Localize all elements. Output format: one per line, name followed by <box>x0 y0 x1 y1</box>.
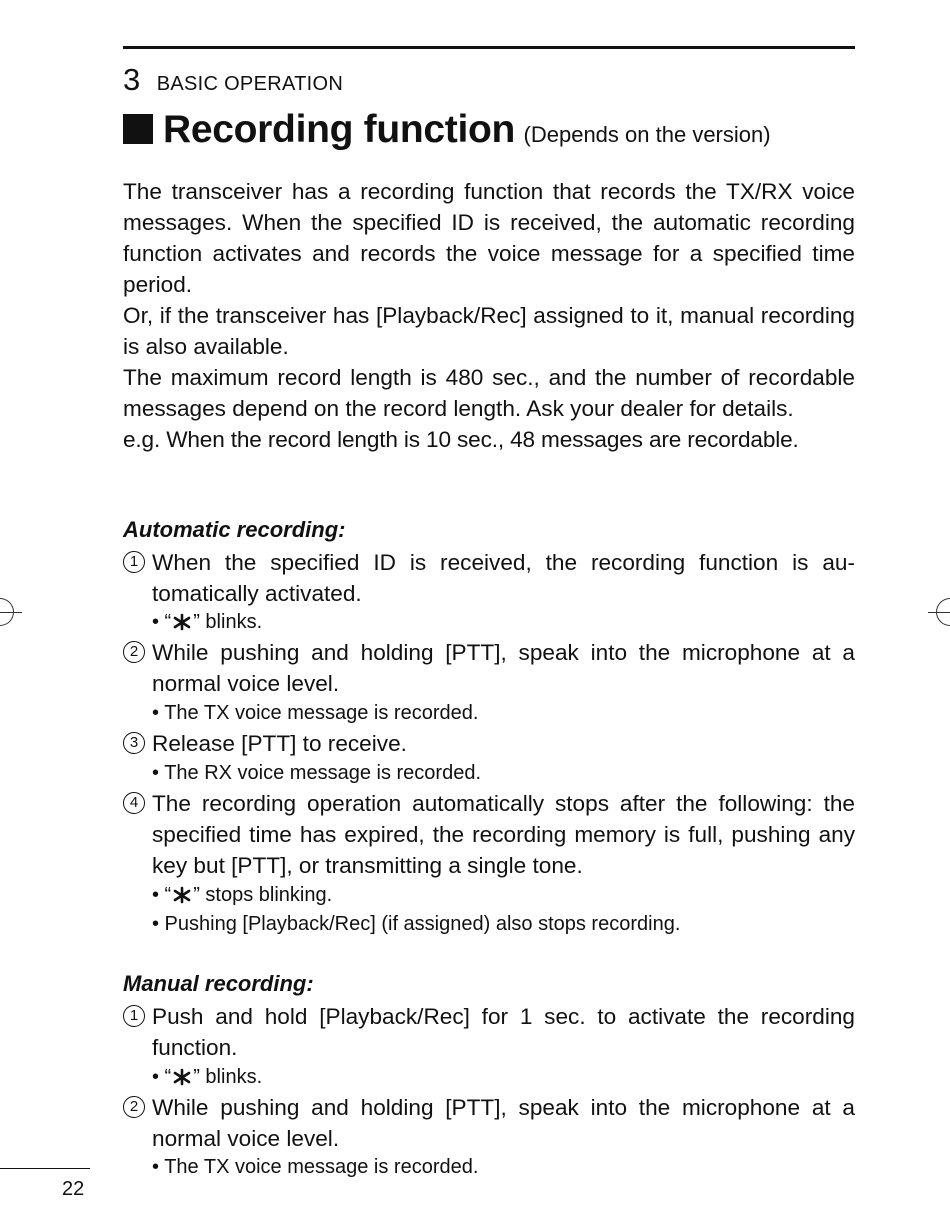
step-number: 1 <box>123 551 145 573</box>
intro-example: e.g. When the record length is 10 sec., 48 messages are recordable. <box>123 427 799 452</box>
step-number: 2 <box>123 641 145 663</box>
note-text: ” stops blinking. <box>193 884 333 906</box>
auto-note-stops-blinking <box>152 881 332 909</box>
intro-text <box>123 176 855 455</box>
manual-step-2 <box>123 1092 855 1154</box>
manual-step-1 <box>123 1001 855 1063</box>
step-text: When the specified ID is received, the recording function is automatically activated. <box>152 550 855 606</box>
step-text: While pushing and holding [PTT], speak into the microphone at a normal voice level. <box>152 1095 855 1151</box>
step-text: Push and hold [Playback/Rec] for 1 sec. to activate the recording function. <box>152 1004 855 1060</box>
section-title: Recording function <box>163 108 516 151</box>
recording-asterisk-icon <box>171 612 193 632</box>
step-number: 4 <box>123 792 145 814</box>
intro-paragraph: Or, if the transceiver has [Playback/Rec] assigned to it, manual recording is also available. <box>123 303 855 359</box>
automatic-recording-heading: Automatic recording: <box>123 517 346 542</box>
page-number: 22 <box>62 1178 85 1200</box>
section-subtitle: (Depends on the version) <box>523 122 771 147</box>
top-rule <box>123 46 855 49</box>
page-number-rule <box>0 1168 90 1169</box>
auto-step-3 <box>123 728 855 759</box>
intro-paragraph: The maximum record length is 480 sec., and the number of recordable messages depend on the record length. Ask your dealer for details. <box>123 365 855 421</box>
manual-note-tx: • The TX voice message is recorded. <box>152 1156 479 1178</box>
recording-asterisk-icon <box>171 1067 193 1087</box>
step-text: The recording operation automatically stops after the following: the specified time has expired, the recording memory is full, pushing any key but [PTT], or transmitting a single tone. <box>152 791 855 878</box>
recording-asterisk-icon <box>171 885 193 905</box>
auto-note-tx: • The TX voice message is recorded. <box>152 702 479 724</box>
section-heading <box>123 108 771 152</box>
intro-paragraph: The transceiver has a recording function that records the TX/RX voice messages. When the specified ID is received, the automatic recording function activates and records the voice message for a specified time period. <box>123 179 855 297</box>
chapter-number: 3 <box>123 62 141 97</box>
auto-step-1 <box>123 547 855 609</box>
bullet-prefix: • “ <box>152 1066 172 1088</box>
auto-note-rx: • The RX voice message is recorded. <box>152 762 482 784</box>
auto-step-2 <box>123 637 855 699</box>
note-text: ” blinks. <box>193 611 263 633</box>
step-number: 3 <box>123 732 145 754</box>
step-text: While pushing and holding [PTT], speak into the microphone at a normal voice level. <box>152 640 855 696</box>
square-bullet-icon <box>123 114 153 144</box>
bullet-prefix: • “ <box>152 884 172 906</box>
chapter-header <box>123 62 343 98</box>
auto-note-pushing: • Pushing [Playback/Rec] (if assigned) also stops recording. <box>152 913 681 935</box>
crop-mark-left-line <box>0 612 22 613</box>
chapter-title: BASIC OPERATION <box>156 73 344 95</box>
step-text: Release [PTT] to receive. <box>152 731 407 756</box>
manual-recording-heading: Manual recording: <box>123 971 314 996</box>
note-text: ” blinks. <box>193 1066 263 1088</box>
bullet-prefix: • “ <box>152 611 172 633</box>
step-number: 2 <box>123 1096 145 1118</box>
manual-note-blinks <box>152 1063 262 1091</box>
auto-step-4 <box>123 788 855 881</box>
auto-note-blinks <box>152 608 262 636</box>
crop-mark-right-line <box>928 612 950 613</box>
step-number: 1 <box>123 1005 145 1027</box>
